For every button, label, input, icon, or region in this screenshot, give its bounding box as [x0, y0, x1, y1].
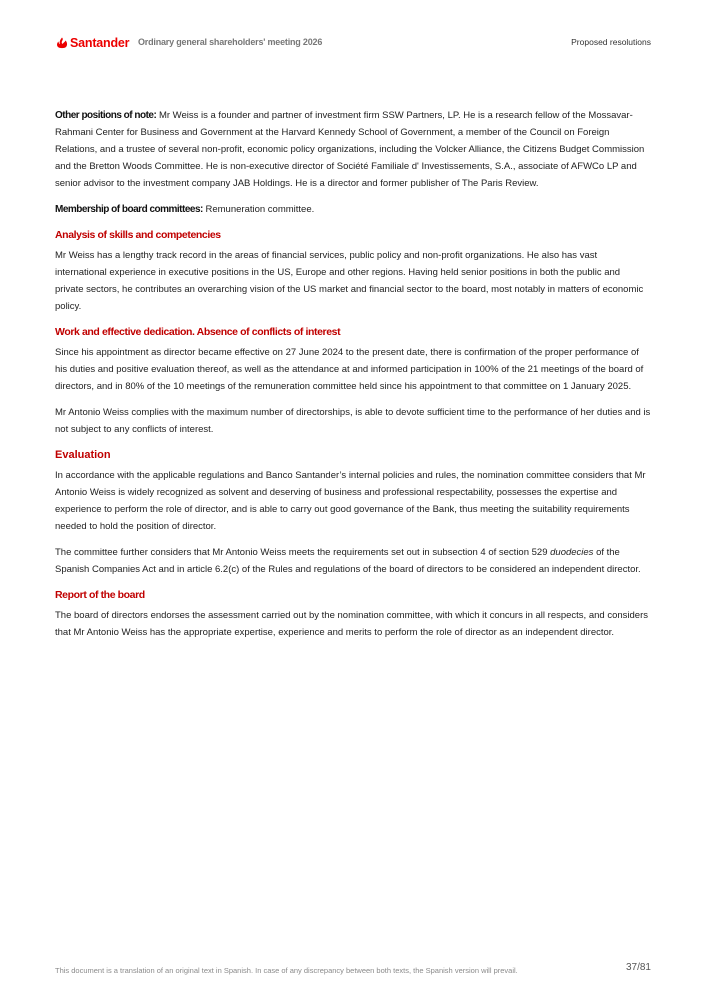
other-positions-text: Mr Weiss is a founder and partner of investment firm SSW Partners, LP. He is a research fellow of the Mossavar-Rahmani Center for Business and Government at the Harvard Kennedy School of Government, a member of the Council on Foreign Relations, and a trustee of several non-profit, economic policy organizations, including the Volcker Alliance, the Citizens Budget Commission and the Bretton Woods Committee. He is non-executive director of Société Familiale d' Investissements, S.A., associate of AFWCo LP and senior advisor to the investment company JAB Holdings. He is a director and former publisher of The Paris Review.: [55, 110, 645, 189]
evaluation-text-2b: of the Spanish Companies Act and in article 6.2(c) of the Rules and regulations of the board of directors to be considered an independent director.: [55, 547, 641, 575]
evaluation-heading: Evaluation: [55, 449, 111, 461]
skills-paragraph: Mr Weiss has a lengthy track record in the areas of financial services, public policy and non-profit organizations. He also has vast international experience in executive positions in the US, Europe and other regions. Having held senior positions in both the public and private sectors, he contributes an overarching vision of the US market and financial sector to the board, most notably in matters of economic policy.: [55, 250, 644, 312]
membership-label: Membership of board committees:: [55, 204, 203, 215]
dedication-paragraph-2: Mr Antonio Weiss complies with the maximum number of directorships, is able to devote sufficient time to the performance of her duties and is not subject to any conflicts of interest.: [55, 407, 651, 435]
translation-disclaimer: This document is a translation of an original text in Spanish. In case of any discrepancy between both texts, the Spanish version will prevail.: [55, 966, 518, 975]
report-heading: Report of the board: [55, 589, 145, 601]
evaluation-paragraph-2: [55, 544, 651, 578]
section-label: Proposed resolutions: [571, 37, 651, 47]
flame-icon: [56, 37, 68, 49]
other-positions-paragraph: [55, 107, 651, 192]
evaluation-text-2a: The committee further considers that Mr Antonio Weiss meets the requirements set out in subsection 4 of section 529: [55, 547, 551, 558]
report-paragraph: The board of directors endorses the assessment carried out by the nomination committee, with which it concurs in all respects, and considers that Mr Antonio Weiss has the appropriate expertise, experience and merits to perform the role of director as an independent director.: [55, 610, 648, 638]
page-header: [56, 36, 651, 52]
membership-text: Remuneration committee.: [202, 204, 315, 215]
document-body: [55, 107, 651, 650]
santander-logo: [56, 36, 129, 50]
evaluation-paragraph-1: In accordance with the applicable regulations and Banco Santander’s internal policies and rules, the nomination committee considers that Mr Antonio Weiss is widely recognized as solvent and deserving of business and professional respectability, possesses the expertise and experience to perform the role of director, and is able to carry out good governance of the Bank, thus meeting the suitability requirements needed to hold the position of director.: [55, 470, 646, 532]
logo-text: Santander: [70, 36, 130, 50]
document-title: Ordinary general shareholders' meeting 2026: [138, 37, 323, 47]
membership-paragraph: [55, 201, 651, 218]
evaluation-text-italic: duodecies: [550, 547, 594, 558]
dedication-heading: Work and effective dedication. Absence of conflicts of interest: [55, 326, 341, 338]
other-positions-label: Other positions of note:: [55, 110, 157, 121]
skills-heading: Analysis of skills and competencies: [55, 229, 221, 241]
page-number: 37/81: [625, 962, 651, 973]
dedication-paragraph-1: Since his appointment as director became effective on 27 June 2024 to the present date, there is confirmation of the proper performance of his duties and positive evaluation thereof, as well as the attendance at and informed participation in 100% of the 21 meetings of the board of directors, and in 80% of the 10 meetings of the remuneration committee held since his appointment to that committee on 1 January 2025.: [55, 347, 644, 392]
